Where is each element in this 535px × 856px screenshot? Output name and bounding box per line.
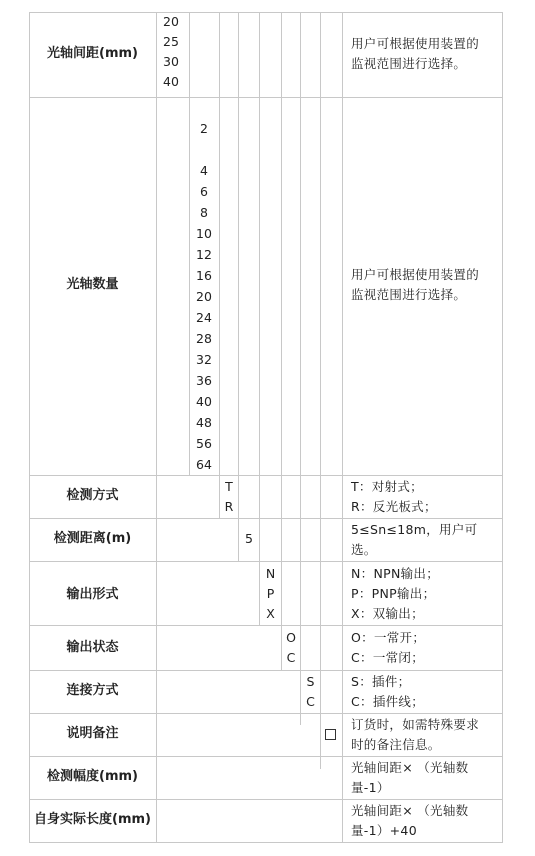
- spacing-values: [158, 12, 188, 92]
- description-line: 监视范围进行选择。: [351, 56, 467, 71]
- count-value: 6: [200, 184, 208, 199]
- row-label-output-state: 输出状态: [66, 640, 119, 655]
- output-form-value: X: [266, 606, 275, 621]
- table-border-bottom: [29, 842, 503, 843]
- description-line: T：对射式；: [351, 479, 423, 494]
- count-value: 32: [196, 352, 212, 367]
- table-border-left: [29, 12, 30, 843]
- row-divider: [29, 799, 503, 800]
- count-value: 48: [196, 415, 212, 430]
- method-description: [351, 477, 511, 517]
- count-value: 40: [196, 394, 212, 409]
- column-divider: [238, 12, 239, 562]
- spacing-value: 40: [163, 74, 179, 89]
- description-line: 订货时，如需特殊要求: [351, 717, 480, 732]
- row-label-remark: 说明备注: [66, 726, 119, 741]
- count-value: 12: [196, 247, 212, 262]
- count-value: 56: [196, 436, 212, 451]
- method-values: [220, 477, 238, 517]
- output-state-description: [351, 628, 511, 668]
- remark-description: [351, 715, 511, 755]
- row-divider: [29, 518, 503, 519]
- output-form-value: N: [265, 566, 276, 581]
- count-value: 24: [196, 310, 212, 325]
- method-value: R: [224, 499, 234, 514]
- count-value: [190, 139, 218, 160]
- count-value: 36: [196, 373, 212, 388]
- spacing-value: 20: [163, 14, 179, 29]
- count-value: 2: [200, 121, 208, 136]
- description-line: 用户可根据使用装置的: [351, 267, 480, 282]
- length-description: [351, 801, 511, 841]
- count-description: [351, 265, 511, 305]
- row-divider: [29, 475, 503, 476]
- width-description: [351, 758, 511, 798]
- spacing-description: [351, 34, 511, 74]
- output-state-value: O: [286, 630, 296, 645]
- description-line: X：双输出；: [351, 606, 424, 621]
- count-value: 10: [196, 226, 212, 241]
- description-line: S：插件；: [351, 674, 411, 689]
- output-form-value: P: [266, 586, 275, 601]
- description-line: 5≤Sn≤18m，用户可: [351, 522, 478, 537]
- connection-values: [301, 672, 320, 712]
- description-line: 量-1）: [351, 780, 390, 795]
- description-line: C：一常闭；: [351, 650, 425, 665]
- count-value: 64: [196, 457, 212, 472]
- description-line: 时的备注信息。: [351, 737, 441, 752]
- description-line: 选。: [351, 542, 377, 557]
- row-label-method: 检测方式: [66, 488, 119, 503]
- spacing-value: 25: [163, 34, 179, 49]
- distance-values: [239, 529, 259, 549]
- row-label-output-form: 输出形式: [66, 587, 119, 602]
- row-divider: [29, 713, 503, 714]
- count-value: 8: [200, 205, 208, 220]
- count-value: 28: [196, 331, 212, 346]
- remark-checkbox-icon: [325, 729, 336, 740]
- table-border-top: [29, 12, 503, 13]
- row-label-distance: 检测距离(m): [53, 531, 132, 546]
- output-form-description: [351, 564, 511, 624]
- row-divider: [29, 625, 503, 626]
- row-divider: [29, 97, 503, 98]
- spacing-value: 30: [163, 54, 179, 69]
- row-label-count: 光轴数量: [66, 277, 119, 292]
- description-line: 用户可根据使用装置的: [351, 36, 480, 51]
- output-form-values: [260, 564, 281, 624]
- description-line: 量-1）+40: [351, 823, 417, 838]
- column-divider: [259, 12, 260, 626]
- connection-value: C: [306, 694, 315, 709]
- distance-description: [351, 520, 511, 560]
- row-divider: [29, 670, 503, 671]
- output-state-value: C: [286, 650, 296, 665]
- column-divider: [281, 12, 282, 671]
- description-line: P：PNP输出；: [351, 586, 436, 601]
- description-line: 监视范围进行选择。: [351, 287, 467, 302]
- output-state-values: [282, 628, 300, 668]
- connection-value: S: [306, 674, 315, 689]
- description-line: C：插件线；: [351, 694, 425, 709]
- distance-value: 5: [245, 531, 253, 546]
- column-divider: [156, 12, 157, 843]
- row-label-width: 检测幅度(mm): [47, 769, 138, 784]
- connection-description: [351, 672, 511, 712]
- description-line: 光轴间距× （光轴数: [351, 803, 469, 818]
- description-line: R：反光板式；: [351, 499, 437, 514]
- column-divider: [219, 12, 220, 519]
- count-value: 16: [196, 268, 212, 283]
- method-value: T: [225, 479, 233, 494]
- row-label-connection: 连接方式: [66, 683, 119, 698]
- row-divider: [29, 561, 503, 562]
- row-label-spacing: 光轴间距(mm): [47, 46, 138, 61]
- count-value: 4: [200, 163, 208, 178]
- column-divider: [320, 12, 321, 769]
- column-divider: [342, 12, 343, 843]
- description-line: O：一常开；: [351, 630, 426, 645]
- row-label-length: 自身实际长度(mm): [34, 812, 151, 827]
- count-value: 20: [196, 289, 212, 304]
- count-values: [190, 118, 218, 475]
- column-divider: [300, 12, 301, 725]
- description-line: N：NPN输出；: [351, 566, 439, 581]
- row-divider: [29, 756, 503, 757]
- description-line: 光轴间距× （光轴数: [351, 760, 469, 775]
